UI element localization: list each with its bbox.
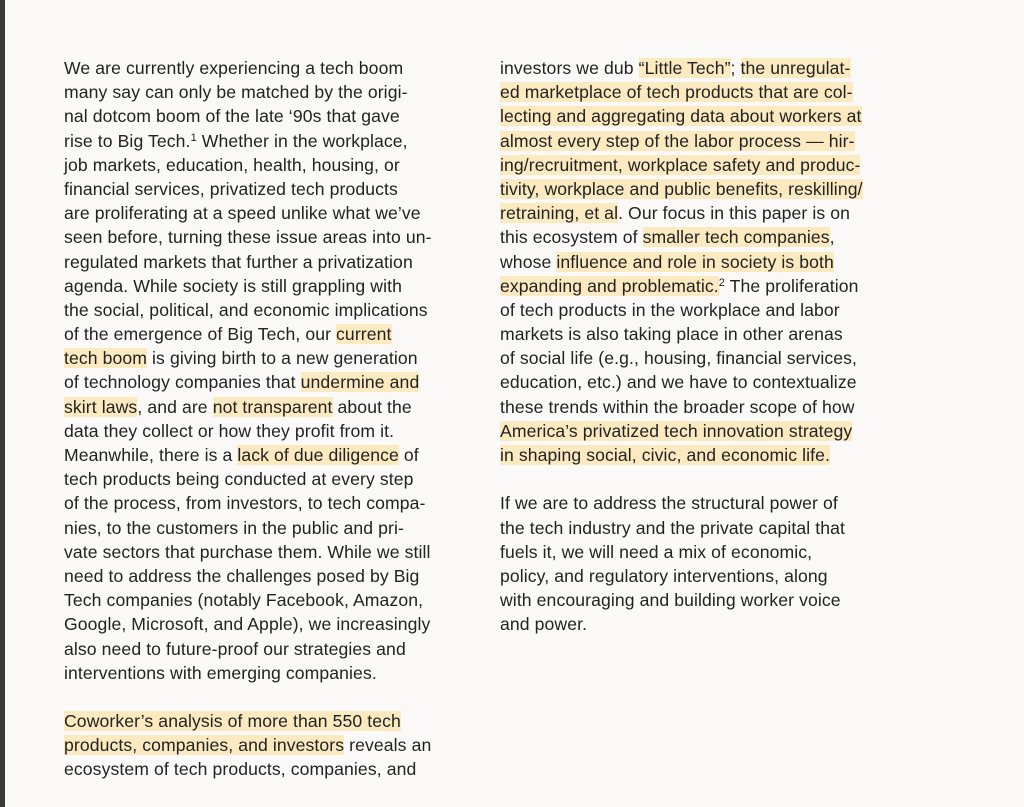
text-line xyxy=(64,129,484,153)
text-line xyxy=(500,540,920,564)
highlighted-text: retraining, et al xyxy=(500,203,619,224)
text-segment: ; xyxy=(730,58,741,78)
document-page xyxy=(5,0,1024,807)
text-line xyxy=(64,298,484,322)
highlighted-text: ing/recruitment, workplace safety and produc- xyxy=(500,154,861,175)
text-segment: markets is also taking place in other arenas xyxy=(500,324,843,345)
text-line xyxy=(500,346,920,370)
text-segment: Tech companies (notably Facebook, Amazon, xyxy=(64,590,424,611)
text-line xyxy=(64,733,484,757)
text-line xyxy=(64,661,484,685)
text-segment: , and are xyxy=(137,396,213,417)
highlighted-text: influence and role in society is both xyxy=(556,251,834,272)
text-line xyxy=(500,322,920,346)
text-line xyxy=(64,322,484,346)
text-segment: investors we dub xyxy=(500,58,639,78)
text-segment: We are currently experiencing a tech boom xyxy=(64,58,404,78)
highlighted-text: smaller tech companies xyxy=(642,227,830,248)
text-line xyxy=(64,612,484,636)
text-line xyxy=(64,201,484,225)
text-line xyxy=(500,588,920,612)
text-segment: whose xyxy=(500,251,557,272)
text-line xyxy=(64,153,484,177)
text-line xyxy=(64,757,484,781)
text-segment: Meanwhile, there is a xyxy=(64,445,238,465)
text-line xyxy=(64,104,484,128)
text-line xyxy=(64,250,484,274)
text-segment: nies, to the customers in the public and pri- xyxy=(64,517,404,538)
paragraph-gap xyxy=(64,685,484,709)
text-segment: the social, political, and economic implications xyxy=(64,299,428,320)
text-line xyxy=(64,56,484,80)
text-line xyxy=(500,491,920,515)
highlighted-text: ed marketplace of tech products that are col- xyxy=(500,82,853,103)
text-line xyxy=(64,491,484,515)
text-line xyxy=(500,564,920,588)
text-segment: The proliferation xyxy=(724,275,859,296)
text-line xyxy=(500,298,920,322)
text-segment: need to address the challenges posed by Big xyxy=(64,565,420,586)
text-line xyxy=(500,129,920,153)
highlighted-text: the unregulat- xyxy=(740,58,851,78)
left-column xyxy=(64,56,484,782)
text-line xyxy=(500,370,920,394)
text-line xyxy=(64,467,484,491)
text-segment: of the process, from investors, to tech compa- xyxy=(64,493,426,514)
text-segment: reveals an xyxy=(344,735,432,756)
right-column xyxy=(500,56,920,637)
text-segment: , xyxy=(829,227,835,248)
text-segment: interventions with emerging companies. xyxy=(64,662,377,683)
text-segment: data they collect or how they profit from it. xyxy=(64,420,395,441)
highlighted-text: America’s privatized tech innovation strategy xyxy=(500,420,853,441)
text-segment: about the xyxy=(332,396,412,417)
text-line xyxy=(64,419,484,443)
highlighted-text: in shaping social, civic, and economic life. xyxy=(500,445,831,465)
text-segment: of xyxy=(398,445,419,465)
text-segment: seen before, turning these issue areas into un- xyxy=(64,227,432,248)
text-segment: policy, and regulatory interventions, along xyxy=(500,565,828,586)
text-segment: tech products being conducted at every step xyxy=(64,469,414,490)
text-line xyxy=(64,516,484,540)
paragraph-gap xyxy=(500,467,920,491)
text-line xyxy=(500,395,920,419)
text-segment: are proliferating at a speed unlike what we’ve xyxy=(64,203,421,224)
text-segment: financial services, privatized tech products xyxy=(64,178,398,199)
text-segment: Whether in the workplace, xyxy=(196,130,408,151)
text-segment: regulated markets that further a privatization xyxy=(64,251,413,272)
text-line xyxy=(500,104,920,128)
text-segment: vate sectors that purchase them. While we still xyxy=(64,541,431,562)
text-segment: this ecosystem of xyxy=(500,227,643,248)
text-segment: is giving birth to a new generation xyxy=(147,348,418,369)
text-line xyxy=(500,56,920,80)
text-segment: If we are to address the structural power of xyxy=(500,493,838,514)
text-segment: nal dotcom boom of the late ‘90s that gave xyxy=(64,106,400,127)
highlighted-text: lecting and aggregating data about workers at xyxy=(500,106,862,127)
footnote-marker: 2 xyxy=(718,276,725,289)
highlighted-text: expanding and problematic. xyxy=(500,275,719,296)
text-line xyxy=(500,516,920,540)
text-line xyxy=(500,201,920,225)
text-line xyxy=(64,80,484,104)
text-line xyxy=(64,709,484,733)
text-segment: these trends within the broader scope of how xyxy=(500,396,855,417)
text-line xyxy=(500,443,920,467)
text-line xyxy=(64,540,484,564)
text-segment: Google, Microsoft, and Apple), we increasingly xyxy=(64,614,431,635)
highlighted-text: Coworker’s analysis of more than 550 tech xyxy=(64,711,401,732)
text-line xyxy=(64,564,484,588)
text-segment: ecosystem of tech products, companies, and xyxy=(64,759,417,780)
text-line xyxy=(64,588,484,612)
highlighted-text: not transparent xyxy=(212,396,333,417)
text-line xyxy=(64,346,484,370)
text-line xyxy=(64,177,484,201)
text-segment: fuels it, we will need a mix of economic, xyxy=(500,541,813,562)
text-segment: the tech industry and the private capital that xyxy=(500,517,845,538)
text-line xyxy=(64,225,484,249)
text-line xyxy=(500,153,920,177)
highlighted-text: lack of due diligence xyxy=(237,445,399,465)
highlighted-text: current xyxy=(336,324,392,345)
text-line xyxy=(64,637,484,661)
text-line xyxy=(64,395,484,419)
highlighted-text: “Little Tech” xyxy=(638,58,731,78)
footnote-marker: 1 xyxy=(190,131,197,144)
text-line xyxy=(500,419,920,443)
text-segment: agenda. While society is still grappling with xyxy=(64,275,402,296)
text-line xyxy=(500,612,920,636)
text-segment: with encouraging and building worker voice xyxy=(500,590,841,611)
highlighted-text: almost every step of the labor process — hir- xyxy=(500,130,855,151)
text-line xyxy=(500,177,920,201)
highlighted-text: undermine and xyxy=(300,372,420,393)
text-line xyxy=(500,80,920,104)
highlighted-text: tivity, workplace and public benefits, reskilling/ xyxy=(500,178,863,199)
text-line xyxy=(500,250,920,274)
text-line xyxy=(500,274,920,298)
text-segment: education, etc.) and we have to contextualize xyxy=(500,372,857,393)
text-segment: . Our focus in this paper is on xyxy=(618,203,851,224)
text-line xyxy=(500,225,920,249)
text-line xyxy=(64,443,484,467)
text-segment: of tech products in the workplace and labor xyxy=(500,299,840,320)
text-segment: of the emergence of Big Tech, our xyxy=(64,324,337,345)
text-segment: many say can only be matched by the origi- xyxy=(64,82,408,103)
text-segment: job markets, education, health, housing, or xyxy=(64,154,400,175)
text-segment: and power. xyxy=(500,614,588,635)
text-segment: of technology companies that xyxy=(64,372,301,393)
highlighted-text: products, companies, and investors xyxy=(64,735,345,756)
text-segment: of social life (e.g., housing, financial services, xyxy=(500,348,858,369)
highlighted-text: skirt laws xyxy=(64,396,138,417)
text-line xyxy=(64,370,484,394)
text-segment: also need to future-proof our strategies and xyxy=(64,638,406,659)
highlighted-text: tech boom xyxy=(64,348,148,369)
text-line xyxy=(64,274,484,298)
text-segment: rise to Big Tech. xyxy=(64,130,191,151)
